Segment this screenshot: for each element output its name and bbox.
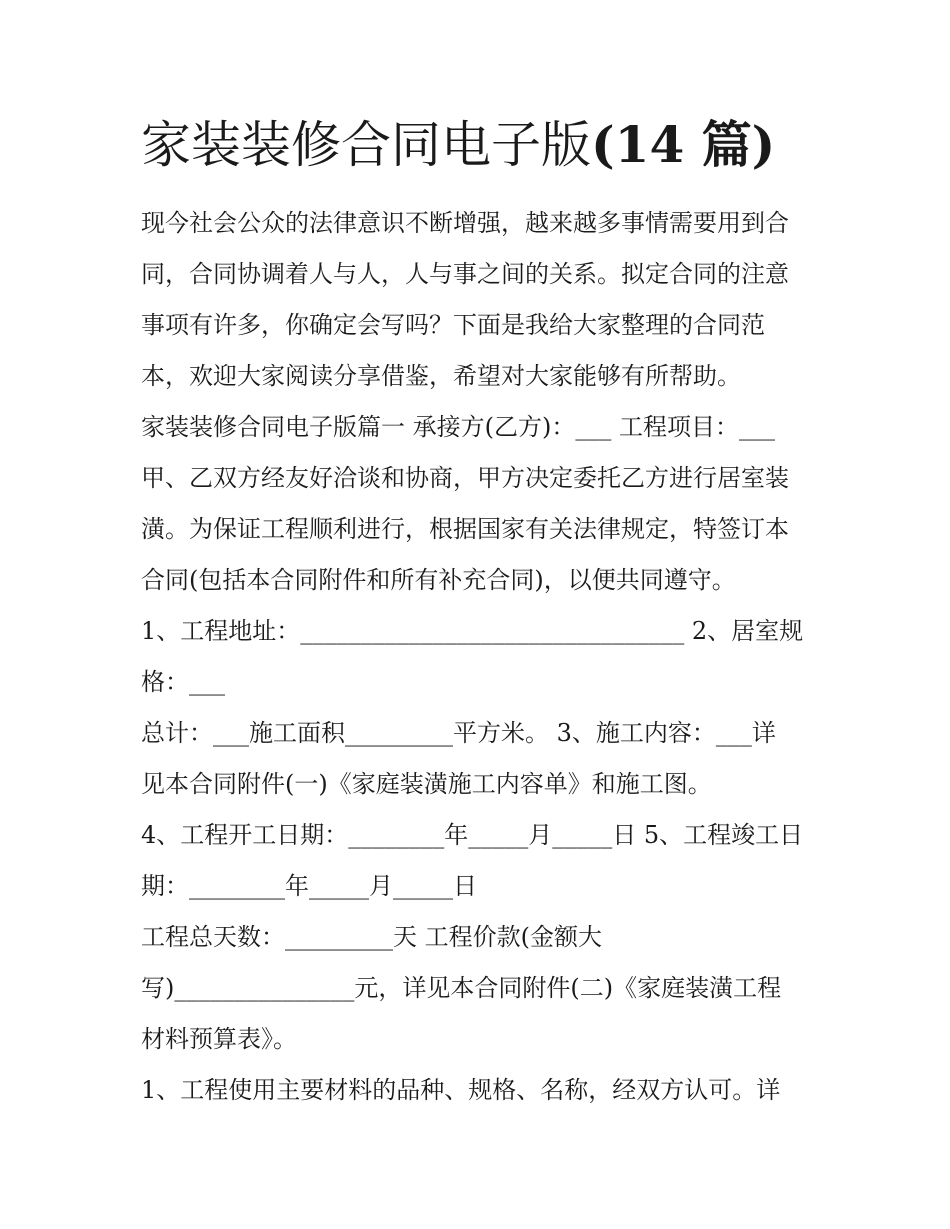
paragraph-line: 同，合同协调着人与人，人与事之间的关系。拟定合同的注意: [141, 260, 789, 288]
paragraph-line: 4、工程开工日期：________年_____月_____日 5、工程竣工日: [141, 821, 804, 849]
paragraph-line: 合同(包括本合同附件和所有补充合同)，以便共同遵守。: [141, 566, 736, 594]
paragraph-line: 甲、乙双方经友好洽谈和协商，甲方决定委托乙方进行居室装: [141, 464, 789, 492]
title-count: (14 篇): [591, 115, 776, 174]
paragraph-line: 材料预算表》。: [141, 1025, 297, 1053]
paragraph-line: 总计：___施工面积_________平方米。 3、施工内容：___详: [141, 719, 776, 747]
paragraph-line: 见本合同附件(一)《家庭装潢施工内容单》和施工图。: [141, 770, 712, 798]
paragraph-line: 工程总天数：_________天 工程价款(金额大: [141, 923, 602, 951]
paragraph-line: 本，欢迎大家阅读分享借鉴，希望对大家能够有所帮助。: [141, 362, 741, 390]
paragraph-line: 潢。为保证工程顺利进行，根据国家有关法律规定，特签订本: [141, 515, 789, 543]
document-title: [141, 112, 775, 178]
paragraph-line: 事项有许多，你确定会写吗？下面是我给大家整理的合同范: [141, 311, 765, 339]
paragraph-line: 格：___: [141, 668, 225, 696]
paragraph-line: 写)_______________元，详见本合同附件(二)《家庭装潢工程: [141, 974, 782, 1002]
document-body: [141, 198, 816, 1116]
paragraph-line: 期：________年_____月_____日: [141, 872, 477, 900]
paragraph-line: 1、工程地址：________________________________ 2、居室规: [141, 617, 804, 645]
title-main: 家装装修合同电子版: [141, 116, 591, 174]
paragraph-line: 1、工程使用主要材料的品种、规格、名称，经双方认可。详: [141, 1076, 781, 1104]
paragraph-line: 家装装修合同电子版篇一 承接方(乙方)：___ 工程项目：___: [141, 413, 775, 441]
paragraph-line: 现今社会公众的法律意识不断增强，越来越多事情需要用到合: [141, 209, 789, 237]
